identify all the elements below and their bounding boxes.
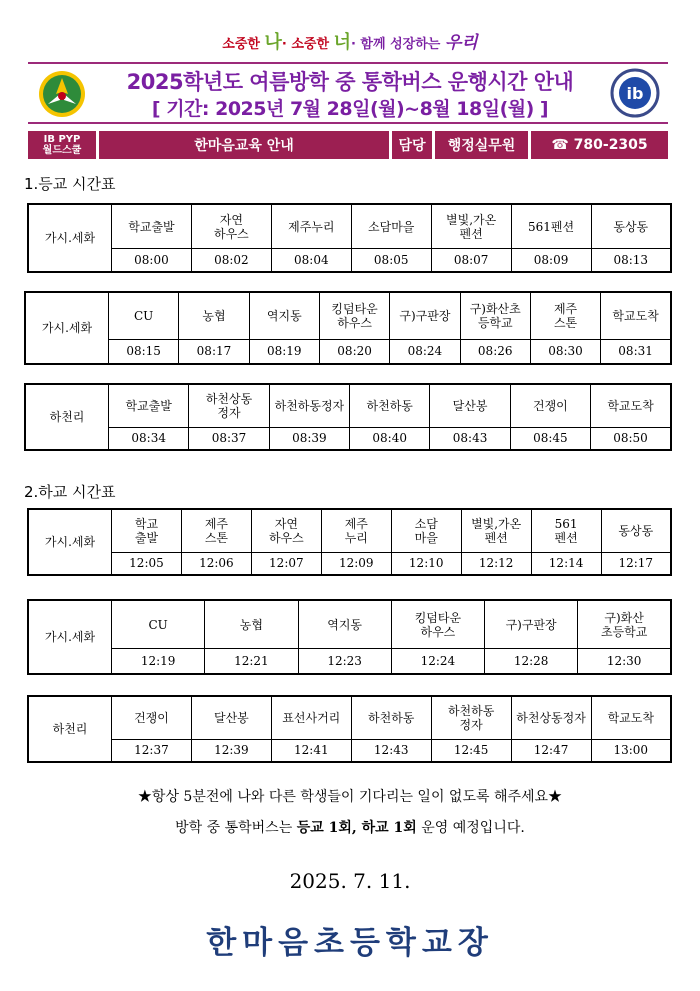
stop-time: 08:24 [390,339,460,364]
stop-name: 학교도착 [591,384,671,427]
route-name: 가시.세화 [28,600,112,674]
section-afternoon-title: 2.하교 시간표 [24,483,116,501]
stop-name: 구)구판장 [390,292,460,339]
stop-name: 제주 스톤 [530,292,600,339]
stop-name: 동상동 [601,509,671,552]
stop-name: 농협 [179,292,249,339]
stop-name: 하천하동 [350,384,430,427]
stop-time: 08:20 [319,339,389,364]
stop-name: 제주누리 [271,204,351,249]
time-row [25,339,671,364]
stop-name: 제주 누리 [321,509,391,552]
stop-time: 08:04 [271,249,351,272]
time-row [28,552,671,575]
stop-name: 학교 출발 [112,509,182,552]
stop-time: 08:34 [109,427,189,450]
stop-time: 12:39 [191,739,271,762]
stop-name: 하천하동정자 [269,384,349,427]
stop-row [28,696,671,739]
stop-time: 12:30 [578,649,671,675]
stop-time: 08:15 [109,339,179,364]
route-name: 하천리 [28,696,112,762]
stop-time: 08:26 [460,339,530,364]
stop-name: 구)구판장 [485,600,578,649]
stop-time: 12:14 [531,552,601,575]
stop-time: 12:21 [205,649,298,675]
stop-time: 08:43 [430,427,510,450]
stop-name: 킹덤타운 하우스 [319,292,389,339]
stop-time: 08:05 [351,249,431,272]
stop-row [28,509,671,552]
slogan-text: · 함께 성장하는 [350,37,441,52]
stop-time: 08:37 [189,427,269,450]
page-title: 2025학년도 여름방학 중 통학버스 운행시간 안내 [126,70,574,94]
stop-name: 구)화산초 등학교 [460,292,530,339]
notice-bold: 등교 1회, 하교 1회 [296,820,417,836]
stop-time: 08:17 [179,339,249,364]
slogan-neo: 너 [333,32,351,53]
department: 행정실무원 [435,131,528,159]
slogan-na: 나 [264,32,282,53]
ib-line1: IB PYP [43,134,81,145]
stop-name: 자연 하우스 [251,509,321,552]
header-rule-bottom [28,122,668,124]
notice-line-1: ★항상 5분전에 나와 다른 학생들이 기다리는 일이 없도록 해주세요★ [137,789,563,805]
stop-name: 킹덤타운 하우스 [391,600,484,649]
route-name: 가시.세화 [28,204,112,272]
stop-name: 하천하동 [351,696,431,739]
ib-line2: 월드스쿨 [42,145,82,156]
time-row [28,249,671,272]
stop-row [25,292,671,339]
stop-time: 08:31 [601,339,671,364]
stop-time: 12:47 [511,739,591,762]
charge-label: 담당 [392,131,432,159]
stop-name: 학교출발 [112,204,192,249]
stop-time: 08:02 [191,249,271,272]
principal-signature: 한마음초등학교장 [206,925,494,961]
stop-name: 구)화산 초등학교 [578,600,671,649]
stop-time: 12:09 [321,552,391,575]
stop-name: 학교도착 [591,696,671,739]
afternoon-table-1 [27,508,672,576]
slogan-text: · 소중한 [281,37,330,52]
stop-time: 12:05 [112,552,182,575]
stop-name: 하천상동정자 [511,696,591,739]
section-morning-title: 1.등교 시간표 [24,175,116,193]
school-slogan [0,28,700,54]
afternoon-table-3 [27,695,672,763]
notice-text: 운영 예정입니다. [416,820,525,836]
time-row [25,427,671,450]
stop-name: 달산봉 [191,696,271,739]
route-name: 하천리 [25,384,109,450]
stop-name: 역지동 [298,600,391,649]
stop-name: 건쟁이 [112,696,192,739]
stop-name: 561 펜션 [531,509,601,552]
stop-name: 역지동 [249,292,319,339]
stop-time: 12:43 [351,739,431,762]
stop-time: 08:30 [530,339,600,364]
ib-logo-letters: ib [626,84,644,103]
slogan-text: 소중한 [222,37,260,52]
stop-name: 별빛,가온 펜션 [461,509,531,552]
info-title: 한마음교육 안내 [99,131,389,159]
stop-row [25,384,671,427]
stop-time: 13:00 [591,739,671,762]
afternoon-table-2 [27,599,672,675]
stop-name: 소담마을 [351,204,431,249]
stop-name: 학교출발 [109,384,189,427]
stop-name: 건쟁이 [510,384,590,427]
stop-time: 08:40 [350,427,430,450]
stop-name: CU [112,600,205,649]
stop-time: 08:13 [591,249,671,272]
stop-time: 12:45 [431,739,511,762]
time-row [28,649,671,675]
stop-name: 동상동 [591,204,671,249]
header-rule-top [28,62,668,64]
stop-row [28,204,671,249]
stop-time: 08:45 [510,427,590,450]
stop-name: 표선사거리 [271,696,351,739]
stop-time: 12:28 [485,649,578,675]
morning-table-2 [24,291,672,365]
stop-name: 별빛,가온 펜션 [431,204,511,249]
route-name: 가시.세화 [25,292,109,364]
morning-table-3 [24,383,672,451]
stop-time: 12:06 [181,552,251,575]
stop-name: 561펜션 [511,204,591,249]
stop-time: 12:10 [391,552,461,575]
ib-pyp-badge [28,131,96,159]
stop-time: 12:23 [298,649,391,675]
stop-time: 12:07 [251,552,321,575]
stop-time: 08:50 [591,427,671,450]
stop-time: 12:24 [391,649,484,675]
document-date: 2025. 7. 11. [289,869,411,893]
stop-name: 하천상동 정자 [189,384,269,427]
phone-number: ☎ 780-2305 [531,131,668,159]
stop-name: 자연 하우스 [191,204,271,249]
stop-name: 달산봉 [430,384,510,427]
stop-time: 12:37 [112,739,192,762]
stop-name: 농협 [205,600,298,649]
route-name: 가시.세화 [28,509,112,575]
slogan-uri: 우리 [444,33,478,53]
stop-time: 08:19 [249,339,319,364]
stop-time: 12:19 [112,649,205,675]
stop-time: 08:09 [511,249,591,272]
stop-time: 12:12 [461,552,531,575]
morning-table-1 [27,203,672,273]
stop-time: 08:39 [269,427,349,450]
stop-time: 12:17 [601,552,671,575]
stop-time: 08:00 [112,249,192,272]
notice-line-2 [0,817,700,837]
notice-text: 방학 중 통학버스는 [175,820,297,836]
stop-time: 12:41 [271,739,351,762]
stop-name: 제주 스톤 [181,509,251,552]
period-subtitle: [ 기간: 2025년 7월 28일(월)~8월 18일(월) ] [151,98,549,120]
stop-name: 학교도착 [601,292,671,339]
stop-name: 소담 마을 [391,509,461,552]
stop-row [28,600,671,649]
stop-name: CU [109,292,179,339]
stop-name: 하천하동 정자 [431,696,511,739]
stop-time: 08:07 [431,249,511,272]
time-row [28,739,671,762]
